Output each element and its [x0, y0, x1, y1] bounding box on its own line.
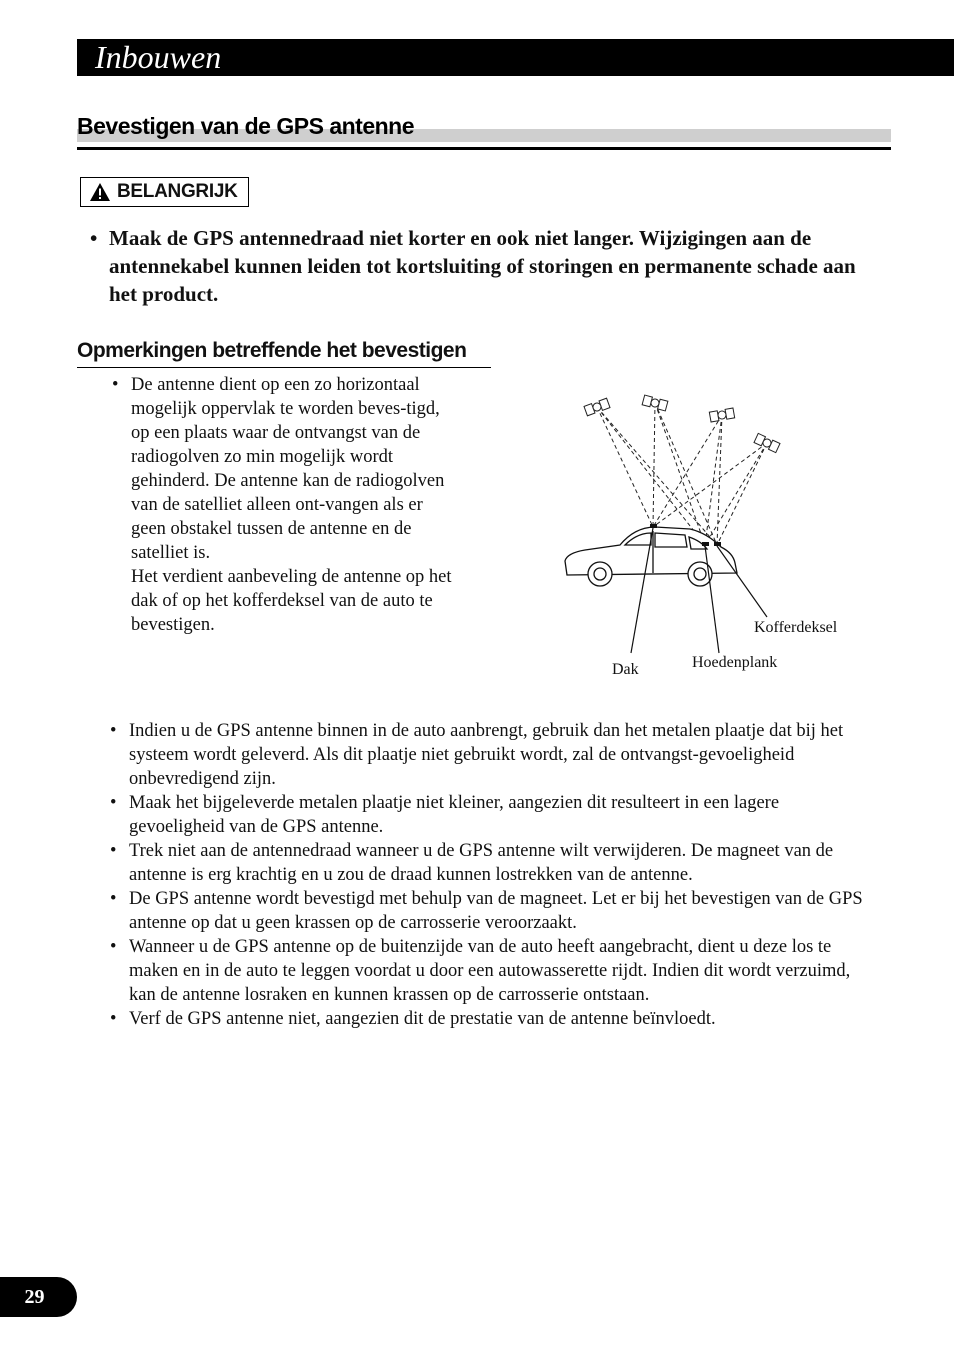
list-item-text: De GPS antenne wordt bevestigd met behulp van de magneet. Let er bij het bevestigen van de GPS antenne op dat u geen krassen op de carrosserie veroorzaakt.	[129, 889, 863, 933]
bullet: •	[110, 721, 117, 741]
satellite-icon	[754, 433, 780, 452]
header-bar	[77, 39, 954, 76]
page-number: 29	[24, 1286, 45, 1308]
notes-first-item-paragraph: De antenne dient op een zo horizontaal mogelijk oppervlak te worden beves-tigd, op een plaats waar de ontvangst van de radiogolven zo min mogelijk wordt gehinderd. De antenne kan de radiogolven van de satelliet alleen ont-vangen als er geen obstakel tussen de antenne en de satelliet is.	[131, 375, 445, 563]
bullet: •	[112, 375, 119, 395]
satellite-icon	[709, 408, 734, 422]
important-label: BELANGRIJK	[117, 181, 238, 202]
section-title: Bevestigen van de GPS antenne	[77, 113, 415, 139]
important-item-text: Maak de GPS antennedraad niet korter en ook niet langer. Wijzigingen aan de antennekabel kunnen leiden tot kortsluiting of storingen en permanente schade aan het product.	[109, 226, 856, 306]
notes-title: Opmerkingen betreffende het bevestigen	[77, 337, 491, 368]
label-kofferdeksel: Kofferdeksel	[754, 619, 838, 636]
warning-icon	[89, 182, 111, 202]
satellites	[584, 395, 780, 453]
chapter-title: Inbouwen	[95, 39, 222, 75]
bullet: •	[110, 841, 117, 861]
list-item	[110, 1007, 870, 1031]
satellite-icon	[584, 398, 610, 416]
list-item	[110, 719, 870, 791]
list-item-text: Wanneer u de GPS antenne op de buitenzijde van de auto heeft aangebracht, dient u deze los te maken en in de auto te leggen voordat u door een autowasserette rijdt. Indien dit wordt verzuimd, kan de antenne losraken en kunnen krassen op de carrosserie ontstaan.	[129, 937, 851, 1005]
notes-first-item	[112, 373, 462, 637]
page-number-tab	[0, 1277, 77, 1317]
car-icon	[565, 527, 737, 586]
label-hoedenplank: Hoedenplank	[692, 654, 778, 671]
bullet: •	[110, 1009, 117, 1029]
antenna-placement-diagram	[555, 385, 865, 685]
section-heading	[77, 111, 891, 150]
bullet: •	[90, 226, 98, 250]
notes-first-item-recommendation: Het verdient aanbeveling de antenne op het dak of op het kofferdeksel van de auto te bevestigen.	[131, 567, 452, 635]
list-item-text: Indien u de GPS antenne binnen in de auto aanbrengt, gebruik dan het metalen plaatje dat bij het systeem wordt geleverd. Als dit plaatje niet gebruikt wordt, zal de ontvangst-gevoeligheid onbevredigend zijn.	[129, 721, 844, 789]
list-item-text: Maak het bijgeleverde metalen plaatje niet kleiner, aangezien dit resulteert in een lagere gevoeligheid van de GPS antenne.	[129, 793, 780, 837]
satellite-icon	[642, 395, 668, 411]
list-item-text: Trek niet aan de antennedraad wanneer u de GPS antenne wilt verwijderen. De magneet van de antenne is erg krachtig en u zou de draad kunnen lostrekken van de antenne.	[129, 841, 834, 885]
list-item	[110, 839, 870, 887]
bullet: •	[110, 793, 117, 813]
car-satellite-illustration	[555, 385, 865, 685]
important-notice	[80, 177, 249, 207]
list-item	[110, 935, 870, 1007]
label-dak: Dak	[612, 661, 639, 678]
important-item	[90, 224, 870, 308]
installation-notes-list	[110, 719, 870, 1031]
list-item-text: Verf de GPS antenne niet, aangezien dit de prestatie van de antenne beïnvloedt.	[129, 1009, 716, 1029]
list-item	[110, 791, 870, 839]
bullet: •	[110, 937, 117, 957]
signal-lines	[597, 403, 767, 545]
list-item	[110, 887, 870, 935]
bullet: •	[110, 889, 117, 909]
